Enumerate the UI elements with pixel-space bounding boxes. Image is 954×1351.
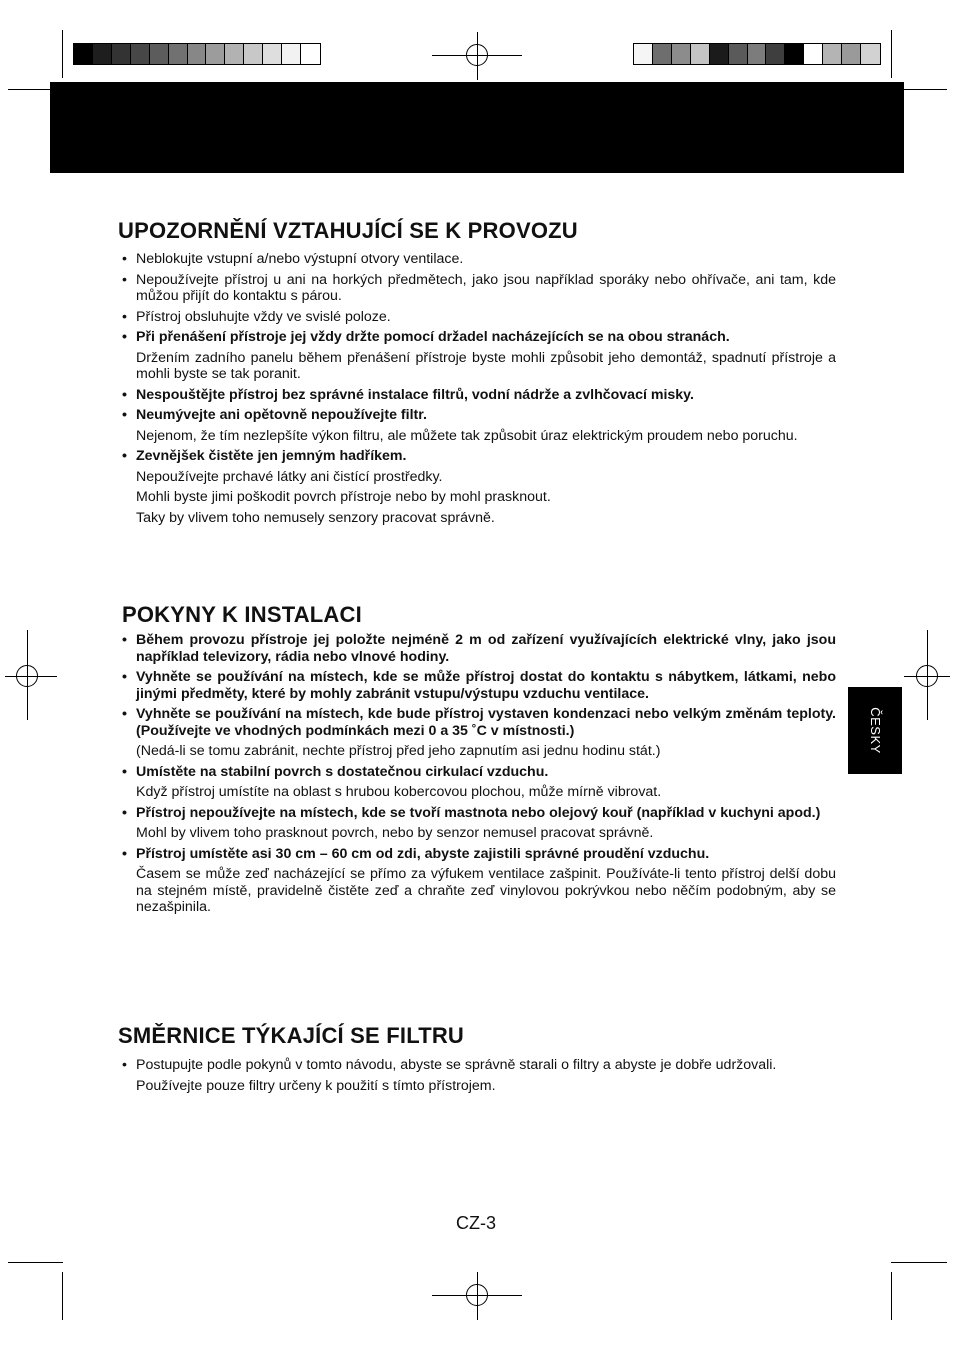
bullet-icon: • bbox=[122, 407, 127, 423]
color-swatch bbox=[263, 44, 282, 64]
bullet-item-text: Umístěte na stabilní povrch s dostatečnou cirkulací vzduchu. bbox=[136, 763, 549, 780]
crop-mark bbox=[62, 1272, 63, 1320]
color-swatch bbox=[93, 44, 112, 64]
bullet-item bbox=[118, 706, 836, 739]
bullet-item-text: Vyhněte se používání na místech, kde se může přístroj dostat do kontaktu s nábytkem, látkami, nebo jinými předměty, které by mohly zabránit vstupu/výstupu vzduchu ventilace. bbox=[136, 669, 836, 702]
bullet-item bbox=[118, 407, 836, 424]
item-note: Mohli byste jimi poškodit povrch přístroje nebo by mohl prasknout. bbox=[136, 489, 551, 505]
bullet-icon: • bbox=[122, 804, 127, 821]
section-title-instalace: POKYNY K INSTALACI bbox=[122, 602, 362, 627]
item-note: Když přístroj umístíte na oblast s hrubou kobercovou plochou, může mírně vibrovat. bbox=[136, 784, 662, 800]
bullet-item bbox=[118, 805, 836, 822]
bullet-item-text: Zevnějšek čistěte jen jemným hadříkem. bbox=[136, 448, 407, 464]
bullet-item-text: Postupujte podle pokynů v tomto návodu, abyste se správně starali o filtry a abyste je dobře udržovali. bbox=[136, 1057, 777, 1073]
color-swatch bbox=[74, 44, 93, 64]
color-swatch bbox=[244, 44, 263, 64]
color-swatch bbox=[169, 44, 188, 64]
color-swatch bbox=[188, 44, 207, 64]
bullet-item bbox=[118, 272, 836, 305]
bullet-item bbox=[118, 387, 836, 404]
bullet-item bbox=[118, 1057, 836, 1074]
bullet-item bbox=[118, 632, 836, 665]
bullet-icon: • bbox=[122, 271, 127, 288]
bullet-icon: • bbox=[122, 386, 127, 403]
language-tab bbox=[848, 687, 902, 774]
color-swatch bbox=[672, 44, 691, 64]
bullet-item-text: Během provozu přístroje jej položte nejméně 2 m od zařízení využívajících elektrické vlny, jako jsou například televizory, rádia nebo vlnové hodiny. bbox=[136, 632, 836, 665]
section-provoz bbox=[118, 251, 836, 526]
item-note: Nejenom, že tím nezlepšíte výkon filtru, ale můžete tak způsobit úraz elektrickým proudem nebo poruchu. bbox=[136, 427, 798, 444]
bullet-item-text: Přístroj nepoužívejte na místech, kde se tvoří mastnota nebo olejový kouř (například v kuchyni apod.) bbox=[136, 804, 821, 821]
color-swatch bbox=[112, 44, 131, 64]
color-swatch bbox=[150, 44, 169, 64]
color-swatch bbox=[748, 44, 767, 64]
bullet-item-text: Přístroj umístěte asi 30 cm – 60 cm od zdi, abyste zajistili správné proudění vzduchu. bbox=[136, 845, 710, 862]
item-note: (Nedá-li se tomu zabránit, nechte přístroj před jeho zapnutím asi jednu hodinu stát.) bbox=[136, 743, 661, 759]
color-swatch bbox=[804, 44, 823, 64]
color-swatch bbox=[225, 44, 244, 64]
bullet-icon: • bbox=[122, 329, 127, 345]
color-calibration-bar-left bbox=[73, 43, 321, 65]
bullet-item-text: Neumývejte ani opětovně nepoužívejte filtr. bbox=[136, 407, 427, 423]
color-swatch bbox=[634, 44, 653, 64]
item-note: Používejte pouze filtry určeny k použití s tímto přístrojem. bbox=[136, 1077, 496, 1094]
color-swatch bbox=[861, 44, 880, 64]
bullet-item bbox=[118, 309, 836, 326]
bullet-item-text: Neblokujte vstupní a/nebo výstupní otvory ventilace. bbox=[136, 251, 464, 267]
color-swatch bbox=[823, 44, 842, 64]
section-filtr bbox=[118, 1057, 836, 1094]
color-swatch bbox=[282, 44, 301, 64]
bullet-item-text: Vyhněte se používání na místech, kde bude přístroj vystaven kondenzaci nebo velkým změnám teploty. (Používejte ve vhodných podmínkách mezi 0 a 35 ˚C v místnosti.) bbox=[136, 706, 836, 739]
bullet-item bbox=[118, 764, 836, 781]
item-note: Nepoužívejte prchavé látky ani čistící prostředky. bbox=[136, 468, 443, 485]
color-swatch bbox=[710, 44, 729, 64]
color-swatch bbox=[729, 44, 748, 64]
item-note: Časem se může zeď nacházející se přímo za výfukem ventilace zašpinit. Používáte-li tento přístroj delší dobu na stejném místě, pravidelně čistěte zeď a chraňte zeď vinylovou pokrývkou nebo něčím podobným, aby se nezašpinila. bbox=[136, 866, 836, 915]
bullet-icon: • bbox=[122, 448, 127, 464]
color-swatch bbox=[301, 44, 320, 64]
color-swatch bbox=[766, 44, 785, 64]
crop-mark bbox=[62, 30, 63, 78]
bullet-item bbox=[118, 448, 836, 465]
color-swatch bbox=[842, 44, 861, 64]
page-number: CZ-3 bbox=[456, 1213, 496, 1233]
section-title-filtr: SMĚRNICE TÝKAJÍCÍ SE FILTRU bbox=[118, 1023, 465, 1048]
header-band bbox=[50, 82, 904, 173]
bullet-icon: • bbox=[122, 1057, 127, 1073]
section-title-provoz: UPOZORNĚNÍ VZTAHUJÍCÍ SE K PROVOZU bbox=[118, 218, 578, 243]
bullet-item bbox=[118, 329, 836, 346]
color-calibration-bar-right bbox=[633, 43, 881, 65]
section-instalace bbox=[118, 632, 836, 916]
color-swatch bbox=[131, 44, 150, 64]
color-swatch bbox=[206, 44, 225, 64]
color-swatch bbox=[785, 44, 804, 64]
bullet-item-text: Při přenášení přístroje jej vždy držte pomocí držadel nacházejících se na obou stranách. bbox=[136, 329, 730, 345]
bullet-icon: • bbox=[122, 308, 127, 325]
crop-mark bbox=[8, 1262, 63, 1263]
bullet-item bbox=[118, 251, 836, 268]
bullet-icon: • bbox=[122, 669, 127, 685]
bullet-icon: • bbox=[122, 706, 127, 722]
bullet-icon: • bbox=[122, 845, 127, 862]
bullet-item-text: Nespouštějte přístroj bez správné instalace filtrů, vodní nádrže a zvlhčovací misky. bbox=[136, 386, 694, 403]
bullet-item bbox=[118, 846, 836, 863]
crop-mark bbox=[891, 1262, 947, 1263]
bullet-icon: • bbox=[122, 251, 127, 267]
bullet-icon: • bbox=[122, 763, 127, 780]
color-swatch bbox=[691, 44, 710, 64]
bullet-icon: • bbox=[122, 632, 127, 648]
bullet-item bbox=[118, 669, 836, 702]
bullet-item-text: Nepoužívejte přístroj u ani na horkých předmětech, jako jsou například sporáky nebo ohřívače, ani tam, kde můžou přijít do kontaktu s párou. bbox=[136, 271, 836, 304]
color-swatch bbox=[653, 44, 672, 64]
item-note: Mohl by vlivem toho prasknout povrch, nebo by senzor nemusel pracovat správně. bbox=[136, 825, 654, 841]
item-note: Držením zadního panelu během přenášení přístroje byste mohli způsobit jeho demontáž, spadnutí přístroje a mohli byste se tak poranit. bbox=[136, 349, 836, 382]
bullet-item-text: Přístroj obsluhujte vždy ve svislé poloze. bbox=[136, 308, 391, 325]
crop-mark bbox=[891, 1272, 892, 1320]
language-tab-label: ČESKY bbox=[867, 707, 883, 754]
item-note: Taky by vlivem toho nemusely senzory pracovat správně. bbox=[136, 509, 495, 526]
crop-mark bbox=[891, 30, 892, 78]
